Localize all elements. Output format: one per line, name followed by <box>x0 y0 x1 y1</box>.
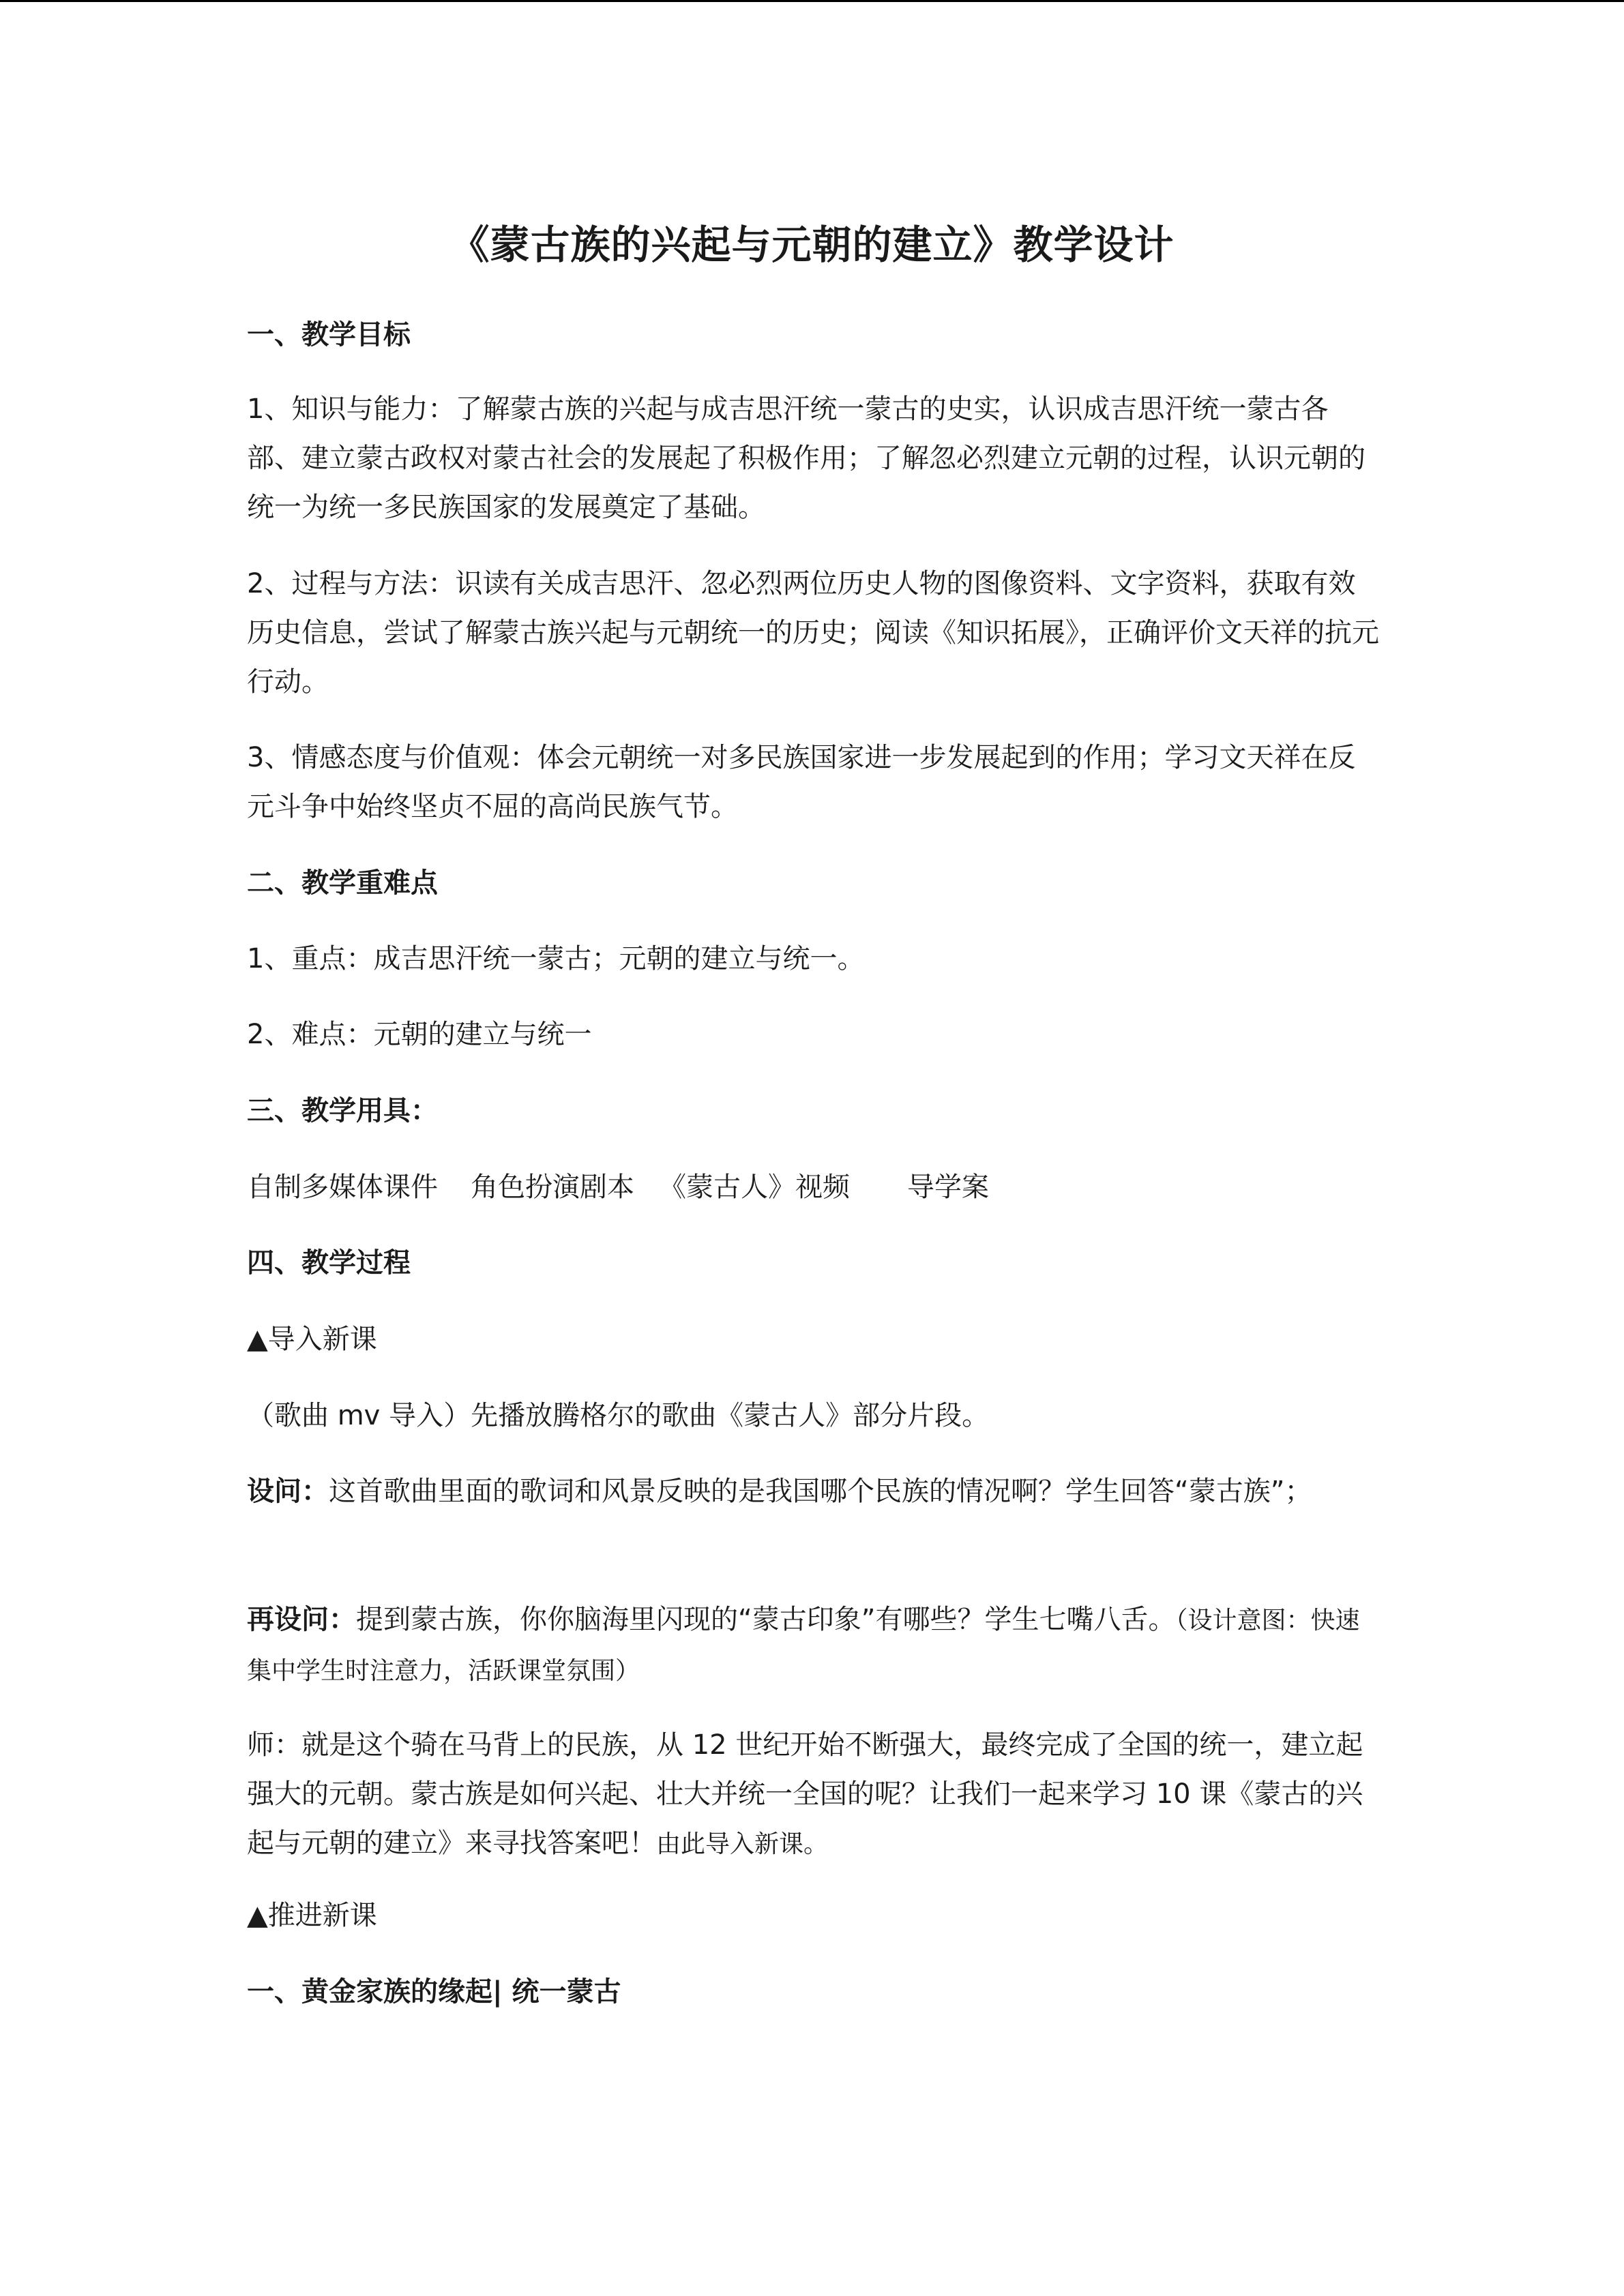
objective-knowledge-paragraph: 1、知识与能力：了解蒙古族的兴起与成吉思汗统一蒙古的史实，认识成吉思汗统一蒙古各部、建立蒙古政权对蒙古社会的发展起了积极作用；了解忽必烈建立元朝的过程，认识元朝的统一为统一多民族国家的发展奠定了基础。 <box>247 393 1365 523</box>
intro-paragraph: （歌曲 mv 导入）先播放腾格尔的歌曲《蒙古人》部分片段。 <box>247 1400 990 1431</box>
design-intent-note: （设计意图：快速集中学生时注意力，活跃课堂氛围） <box>247 1607 1360 1685</box>
subsection-heading-golden-family: 一、黄金家族的缘起| 统一蒙古 <box>247 1976 621 2008</box>
tool-item: 角色扮演剧本 <box>471 1172 634 1203</box>
advance-label: ▲推进新课 <box>247 1900 377 1931</box>
objective-emotion-paragraph: 3、情感态度与价值观：体会元朝统一对多民族国家进一步发展起到的作用；学习文天祥在反元斗争中始终坚贞不屈的高尚民族气节。 <box>247 742 1356 822</box>
question-one-label: 设问： <box>247 1476 329 1507</box>
question-one-text: 这首歌曲里面的歌词和风景反映的是我国哪个民族的情况啊？学生回答“蒙古族”； <box>329 1476 1312 1507</box>
objective-process-paragraph: 2、过程与方法：识读有关成吉思汗、忽必烈两位历史人物的图像资料、文字资料，获取有效历史信息，尝试了解蒙古族兴起与元朝统一的历史；阅读《知识拓展》，正确评价文天祥的抗元行动。 <box>247 568 1379 698</box>
section-heading-tools: 三、教学用具： <box>247 1095 438 1127</box>
tools-list <box>247 1163 1379 1212</box>
question-one-paragraph <box>247 1467 1379 1516</box>
teacher-note: 由此导入新课。 <box>656 1830 829 1858</box>
teacher-paragraph <box>247 1720 1379 1869</box>
difficulty-paragraph: 2、难点：元朝的建立与统一 <box>247 1019 592 1050</box>
question-two-label: 再设问： <box>247 1604 356 1635</box>
question-two-paragraph <box>247 1595 1379 1696</box>
tool-item: 《蒙古人》视频 <box>659 1172 850 1203</box>
key-point-paragraph: 1、重点：成吉思汗统一蒙古；元朝的建立与统一。 <box>247 943 865 974</box>
tool-item: 自制多媒体课件 <box>247 1172 438 1203</box>
section-heading-objectives: 一、教学目标 <box>247 319 411 351</box>
document-title: 《蒙古族的兴起与元朝的建立》教学设计 <box>449 222 1175 268</box>
teacher-text: 师：就是这个骑在马背上的民族，从 12 世纪开始不断强大，最终完成了全国的统一，建立起强大的元朝。蒙古族是如何兴起、壮大并统一全国的呢？让我们一起来学习 10 课《蒙古的兴起与元朝的建立》来寻找答案吧！ <box>247 1729 1363 1859</box>
intro-label: ▲导入新课 <box>247 1324 377 1355</box>
section-heading-key-points: 二、教学重难点 <box>247 867 438 899</box>
section-heading-process: 四、教学过程 <box>247 1247 411 1279</box>
tool-item: 导学案 <box>907 1172 989 1203</box>
question-two-text: 提到蒙古族，你你脑海里闪现的“蒙古印象”有哪些？学生七嘴八舌。 <box>356 1604 1176 1635</box>
